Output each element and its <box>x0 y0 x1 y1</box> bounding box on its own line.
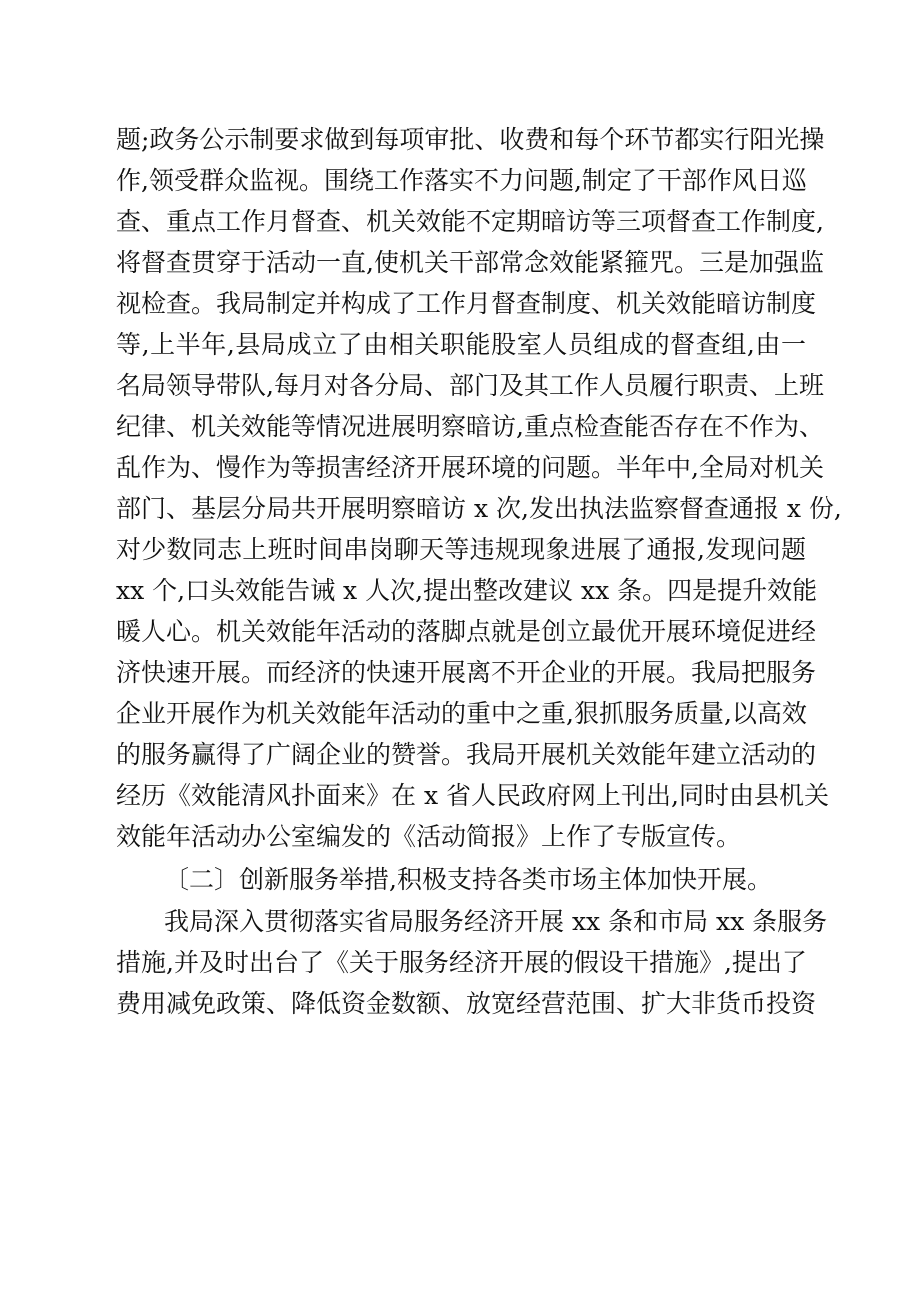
section-heading: 〔二〕创新服务举措,积极支持各类市场主体加快开展。 <box>164 865 772 894</box>
text-line: 纪律、机关效能等情况进展明察暗访,重点检查能否存在不作为、 <box>116 412 824 441</box>
text-line: 将督查贯穿于活动一直,使机关干部常念效能紧箍咒。三是加强监 <box>116 248 824 277</box>
text-line: 对少数同志上班时间串岗聊天等违规现象进展了通报,发现问题 <box>116 535 806 564</box>
text-line: 乱作为、慢作为等损害经济开展环境的问题。半年中,全局对机关 <box>116 453 824 482</box>
text-line: 等,上半年,县局成立了由相关职能股室人员组成的督查组,由一 <box>116 330 806 359</box>
text-line: 查、重点工作月督查、机关效能不定期暗访等三项督查工作制度, <box>116 207 824 236</box>
text-line: 措施,并及时出台了《关于服务经济开展的假设干措施》,提出了 <box>116 948 807 977</box>
text-line: 效能年活动办公室编发的《活动简报》上作了专版宣传。 <box>116 822 742 851</box>
text-line: 我局深入贯彻落实省局服务经济开展 xx 条和市局 xx 条服务 <box>164 907 828 936</box>
text-line: 暖人心。机关效能年活动的落脚点就是创立最优开展环境促进经 <box>116 617 817 646</box>
text-line: 的服务赢得了广阔企业的赞誉。我局开展机关效能年建立活动的 <box>116 740 817 769</box>
text-line: 部门、基层分局共开展明察暗访 x 次,发出执法监察督查通报 x 份, <box>116 494 842 523</box>
text-line: 济快速开展。而经济的快速开展离不开企业的开展。我局把服务 <box>116 658 817 687</box>
text-line: xx 个,口头效能告诫 x 人次,提出整改建议 xx 条。四是提升效能 <box>116 576 818 605</box>
text-line: 经历《效能清风扑面来》在 x 省人民政府网上刊出,同时由县机关 <box>116 781 829 810</box>
text-line: 作,领受群众监视。围绕工作落实不力问题,制定了干部作风日巡 <box>116 166 807 195</box>
text-line: 视检查。我局制定并构成了工作月督查制度、机关效能暗访制度 <box>116 289 817 318</box>
text-line: 费用减免政策、降低资金数额、放宽经营范围、扩大非货币投资 <box>116 989 817 1018</box>
text-line: 企业开展作为机关效能年活动的重中之重,狠抓服务质量,以高效 <box>116 699 807 728</box>
text-line: 题;政务公示制要求做到每项审批、收费和每个环节都实行阳光操 <box>116 125 825 154</box>
text-line: 名局领导带队,每月对各分局、部门及其工作人员履行职责、上班 <box>116 371 824 400</box>
